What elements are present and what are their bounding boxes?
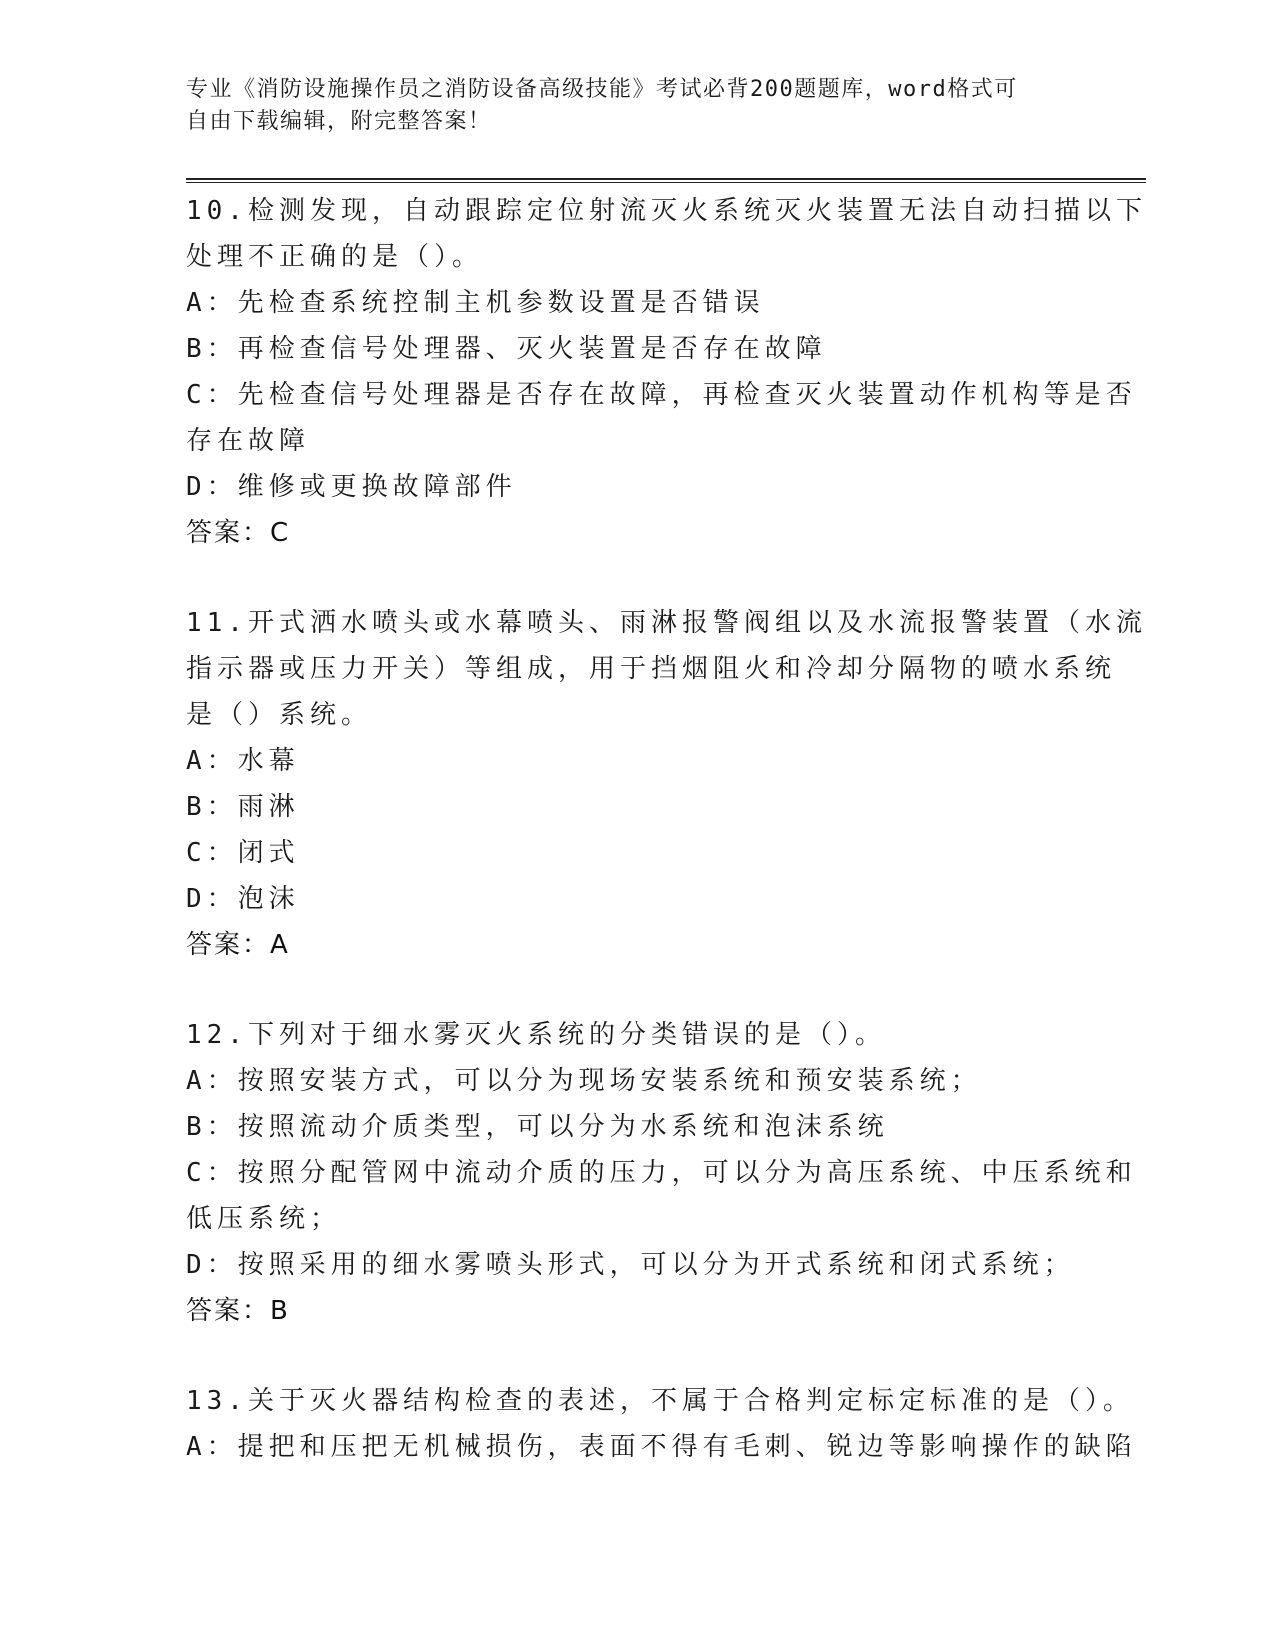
option-a: A：水幕 [186, 746, 300, 776]
header-divider [186, 178, 1146, 183]
option-a: A：提把和压把无机械损伤，表面不得有毛刺、锐边等影响操作的缺陷 [186, 1432, 1137, 1462]
question-text: 13.关于灭火器结构检查的表述，不属于合格判定标定标准的是（）。 [186, 1386, 1134, 1416]
option-c: C：闭式 [186, 838, 300, 868]
question-text: 是（）系统。 [186, 700, 373, 730]
question-12 [186, 1012, 1137, 1334]
header-line-1: 专业《消防设施操作员之消防设备高级技能》考试必背200题题库，word格式可 [186, 77, 1018, 102]
option-d: D：按照采用的细水雾喷头形式，可以分为开式系统和闭式系统； [186, 1250, 1075, 1280]
answer: 答案：C [186, 518, 291, 548]
document-header [186, 74, 1066, 138]
question-text: 10.检测发现，自动跟踪定位射流灭火系统灭火装置无法自动扫描以下 [186, 196, 1147, 226]
question-text: 处理不正确的是（）。 [186, 242, 484, 272]
option-d: D：维修或更换故障部件 [186, 472, 517, 502]
question-list [186, 188, 1147, 1470]
option-a: A：先检查系统控制主机参数设置是否错误 [186, 288, 765, 318]
option-b: B：再检查信号处理器、灭火装置是否存在故障 [186, 334, 827, 364]
answer: 答案：B [186, 1296, 290, 1326]
question-13 [186, 1378, 1137, 1470]
option-c-continued: 低压系统； [186, 1204, 342, 1234]
question-text: 12.下列对于细水雾灭火系统的分类错误的是（）。 [186, 1020, 886, 1050]
question-10 [186, 188, 1147, 556]
option-b: B：按照流动介质类型，可以分为水系统和泡沫系统 [186, 1112, 889, 1142]
option-d: D：泡沫 [186, 884, 300, 914]
option-a: A：按照安装方式，可以分为现场安装系统和预安装系统； [186, 1066, 982, 1096]
answer: 答案：A [186, 930, 290, 960]
option-c: C：先检查信号处理器是否存在故障，再检查灭火装置动作机构等是否 [186, 380, 1137, 410]
question-11 [186, 600, 1147, 968]
question-text: 11.开式洒水喷头或水幕喷头、雨淋报警阀组以及水流报警装置（水流 [186, 608, 1147, 638]
option-c-continued: 存在故障 [186, 426, 311, 456]
question-text: 指示器或压力开关）等组成，用于挡烟阻火和冷却分隔物的喷水系统 [186, 654, 1117, 684]
option-c: C：按照分配管网中流动介质的压力，可以分为高压系统、中压系统和 [186, 1158, 1137, 1188]
header-line-2: 自由下载编辑，附完整答案！ [186, 109, 492, 134]
option-b: B：雨淋 [186, 792, 300, 822]
